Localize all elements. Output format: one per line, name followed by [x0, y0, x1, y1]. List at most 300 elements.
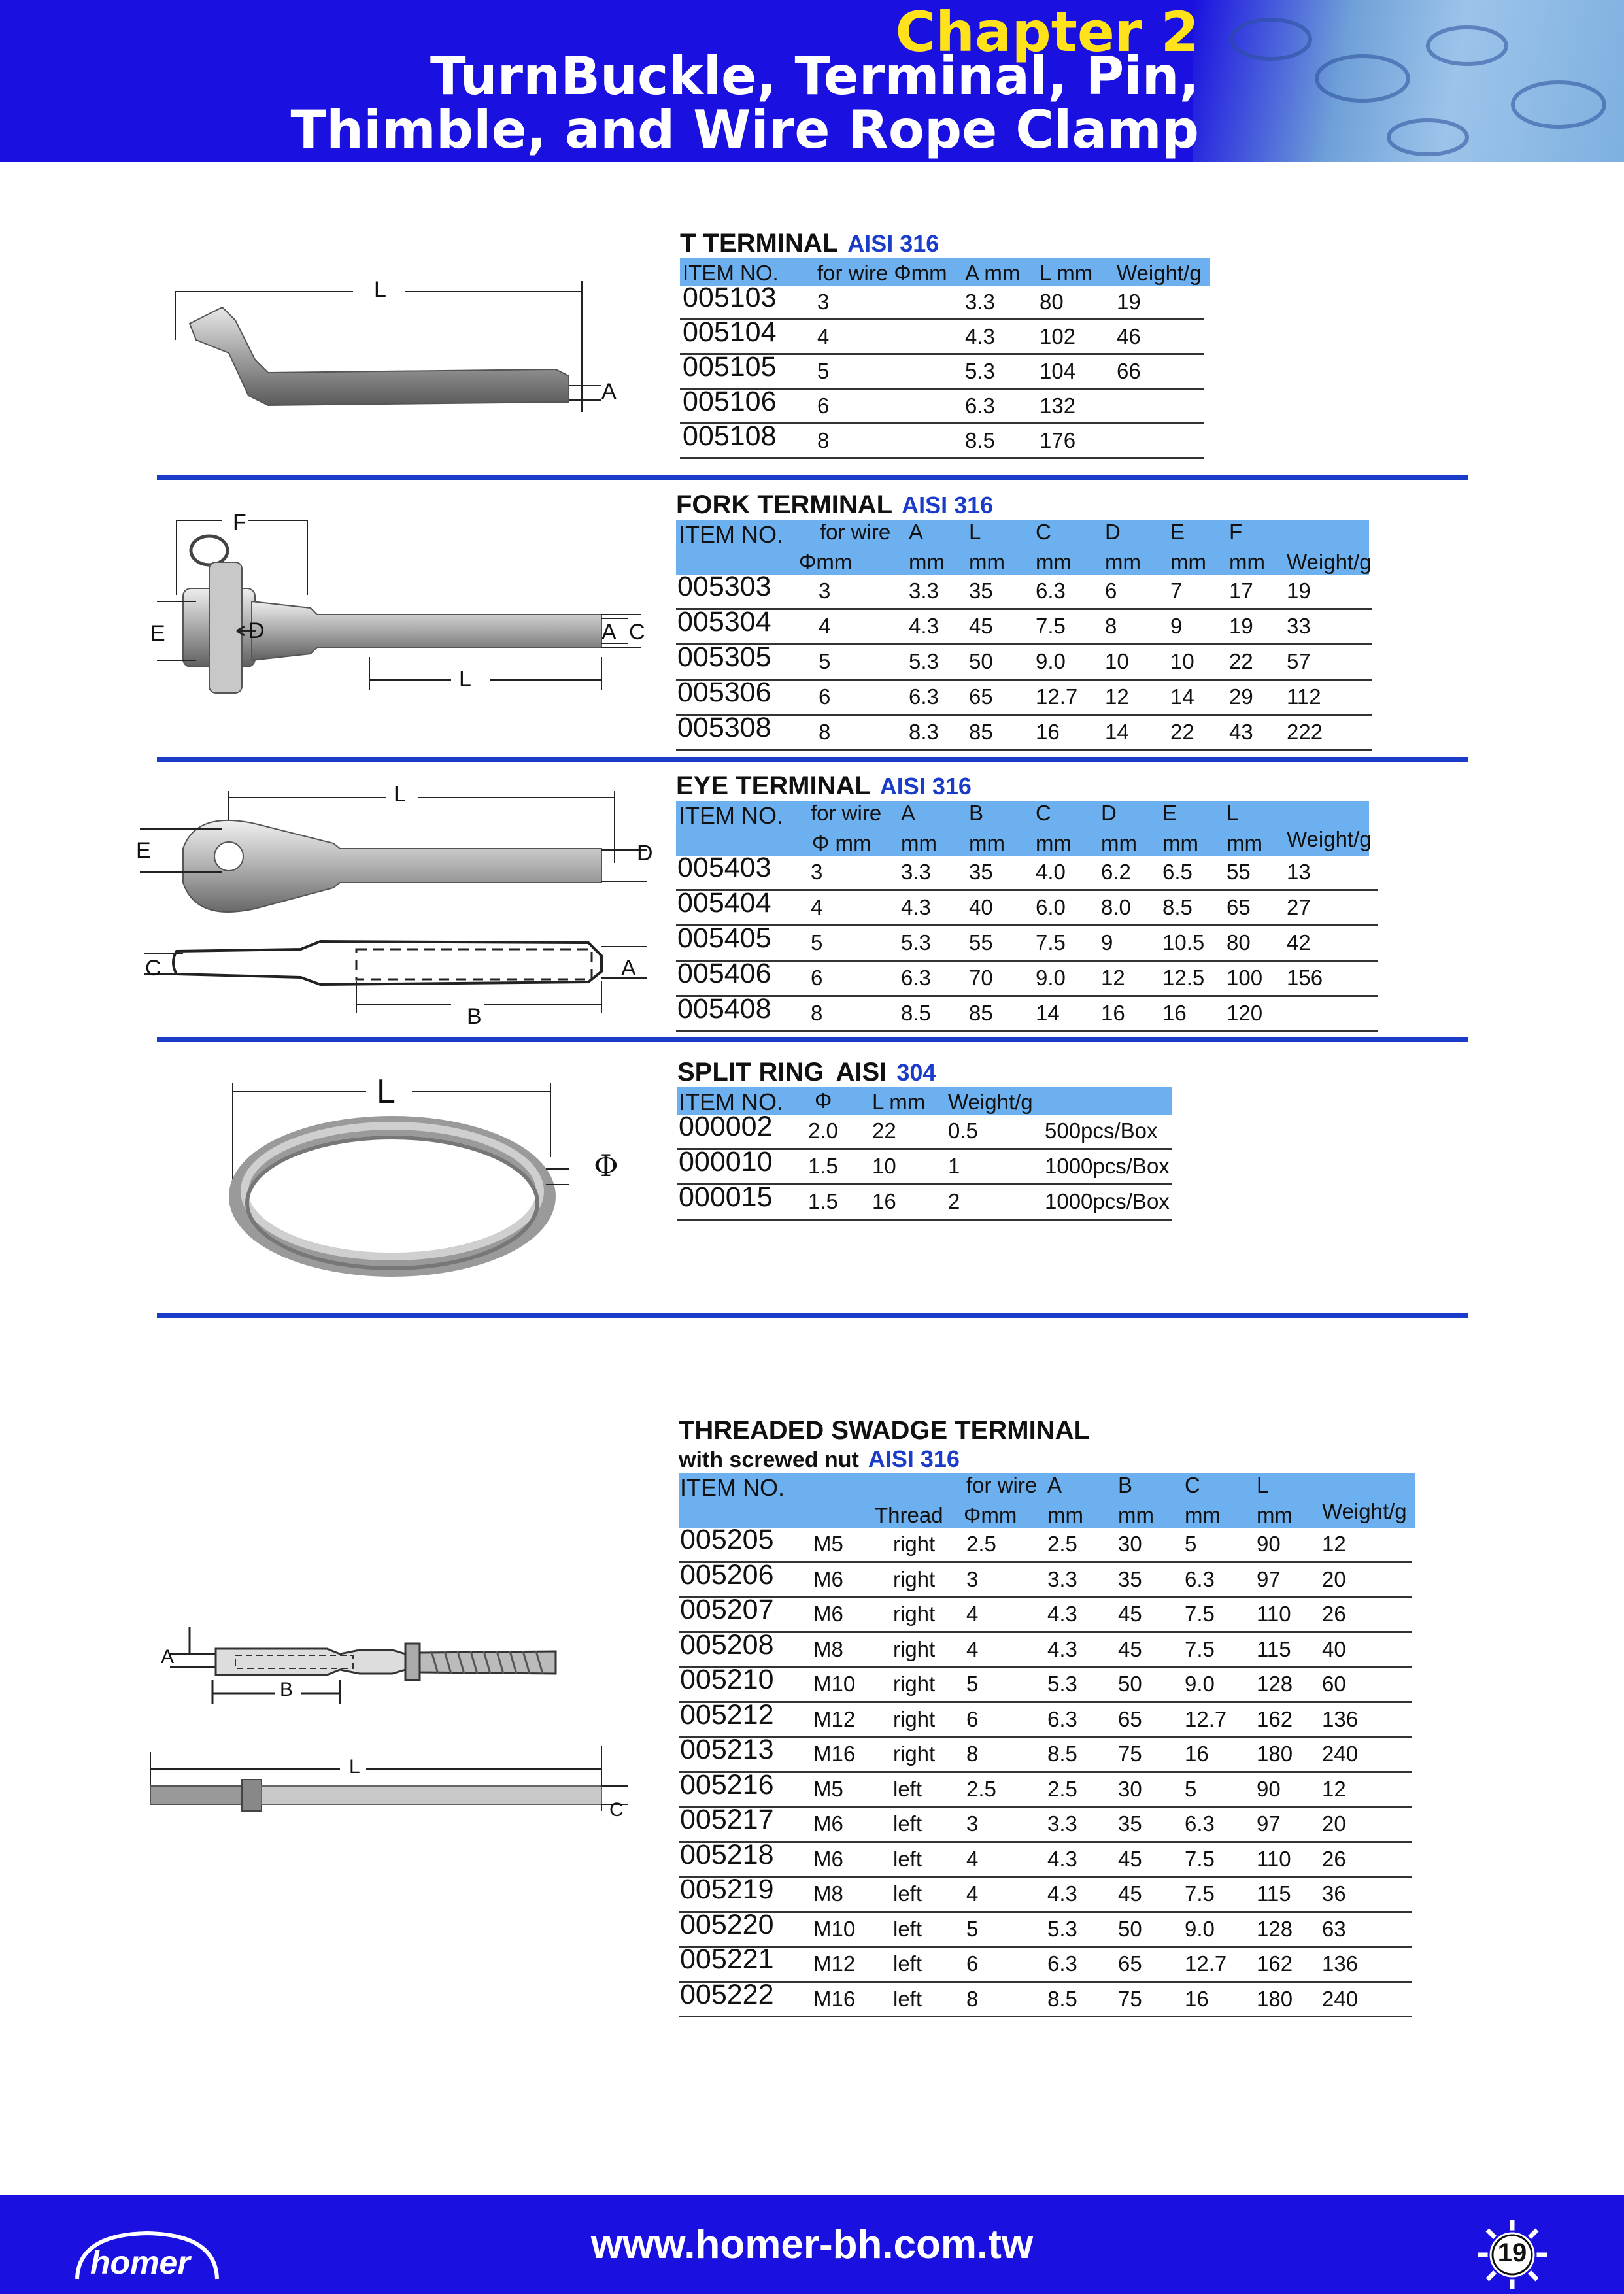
eye-terminal-rows	[676, 852, 1378, 1032]
table-cell: M12	[813, 1706, 856, 1731]
table-row	[677, 1146, 1172, 1185]
table-cell: 115	[1257, 1636, 1291, 1661]
table-cell: 7.5	[1036, 614, 1066, 638]
item-number: 000015	[679, 1181, 773, 1213]
logo-text: homer	[90, 2244, 190, 2281]
split-ring-title-text: SPLIT RING	[677, 1058, 824, 1087]
col-weight: Weight/g	[1287, 827, 1372, 851]
table-cell: 112	[1287, 684, 1321, 709]
table-cell: 16	[1185, 1986, 1209, 2011]
table-cell: 65	[969, 684, 993, 709]
chapter-label: Chapter 2	[895, 0, 1199, 64]
table-cell: 20	[1322, 1566, 1346, 1591]
table-cell: 3.3	[965, 290, 995, 314]
t-terminal-title	[680, 229, 1210, 258]
table-cell: 1.5	[808, 1154, 838, 1178]
item-number: 005222	[680, 1978, 774, 2010]
table-cell: 9.0	[1036, 966, 1066, 990]
table-cell: 26	[1322, 1602, 1346, 1626]
table-cell: 8.5	[1047, 1986, 1077, 2011]
swage-terminal-header	[679, 1473, 1415, 1528]
table-cell: 43	[1229, 720, 1253, 744]
item-number: 005105	[683, 351, 777, 382]
t-terminal-section	[680, 229, 1210, 459]
item-number: 005221	[680, 1944, 774, 1975]
table-cell: 12.7	[1185, 1706, 1227, 1731]
table-cell: 7.5	[1185, 1602, 1215, 1626]
eye-dim-b: B	[467, 1004, 482, 1029]
swage-terminal-subtitle	[679, 1445, 1415, 1473]
table-cell: 8	[1105, 614, 1117, 638]
col-c: C	[1036, 520, 1051, 544]
table-row	[679, 1978, 1412, 2018]
table-cell: 3	[966, 1812, 979, 1836]
table-row	[680, 316, 1204, 355]
table-cell: left	[893, 1776, 922, 1801]
table-cell: 100	[1226, 966, 1263, 990]
fork-dim-e: E	[150, 621, 165, 646]
swage-dim-b: B	[280, 1679, 294, 1700]
table-cell: 50	[969, 649, 993, 673]
table-cell: M6	[813, 1602, 843, 1626]
table-cell: 120	[1226, 1001, 1263, 1025]
table-cell: 85	[969, 1001, 993, 1025]
table-row	[679, 1804, 1412, 1843]
table-cell: 19	[1229, 614, 1253, 638]
table-cell: 12.7	[1036, 684, 1078, 709]
eye-dim-d: D	[637, 841, 653, 866]
col-for-wire: for wire	[811, 801, 882, 825]
table-cell: 132	[1040, 394, 1076, 418]
table-cell: 66	[1117, 359, 1141, 383]
table-cell: 22	[1229, 649, 1253, 673]
page-number-badge	[1476, 2219, 1548, 2291]
table-cell: 1000pcs/Box	[1045, 1189, 1170, 1213]
fork-terminal-rows	[676, 571, 1372, 751]
table-cell: 4.3	[965, 324, 995, 348]
table-cell: 6.3	[901, 966, 931, 990]
item-number: 005408	[677, 993, 771, 1024]
table-cell: 8	[966, 1986, 979, 2011]
table-cell: 4.3	[1047, 1846, 1077, 1871]
table-row	[680, 420, 1204, 459]
item-number: 005104	[683, 316, 777, 348]
item-number: 005207	[680, 1594, 774, 1625]
table-cell: 36	[1322, 1881, 1346, 1906]
table-cell: M10	[813, 1672, 856, 1696]
table-cell: M8	[813, 1881, 843, 1906]
table-cell: 57	[1287, 649, 1311, 673]
col-unit: mm	[1229, 550, 1265, 574]
table-cell: 45	[969, 614, 993, 638]
table-cell: 35	[1118, 1812, 1142, 1836]
table-cell: 90	[1257, 1776, 1281, 1801]
table-cell: M16	[813, 1742, 856, 1766]
split-ring-dim-phi: Φ	[594, 1148, 618, 1183]
table-row	[676, 993, 1378, 1032]
table-cell: 5.3	[1047, 1916, 1077, 1941]
item-number: 005403	[677, 852, 771, 883]
item-number: 005303	[677, 571, 771, 602]
table-cell: 500pcs/Box	[1045, 1119, 1158, 1143]
table-cell: 80	[1226, 930, 1251, 954]
col-unit-phi: Φ mm	[812, 831, 871, 855]
item-number: 000002	[679, 1111, 773, 1142]
table-cell: 6.5	[1162, 860, 1193, 884]
col-unit: mm	[1036, 831, 1072, 855]
table-cell: 162	[1257, 1706, 1293, 1731]
split-ring-aisi-number: 304	[896, 1059, 936, 1086]
col-unit: mm	[969, 550, 1005, 574]
chapter-title	[290, 46, 1199, 160]
table-cell: 3.3	[909, 579, 939, 603]
table-cell: 0.5	[948, 1119, 978, 1143]
table-cell: 4	[966, 1846, 979, 1871]
fork-dim-l: L	[459, 667, 471, 692]
table-cell: M5	[813, 1532, 843, 1556]
col-l: L mm	[1040, 261, 1093, 285]
eye-terminal-aisi: AISI 316	[879, 773, 972, 800]
split-ring-aisi-prefix: AISI	[836, 1058, 887, 1087]
table-cell: 2	[948, 1189, 960, 1213]
table-cell: 1.5	[808, 1189, 838, 1213]
fork-terminal-aisi: AISI 316	[902, 492, 994, 518]
col-unit: mm	[1047, 1503, 1083, 1527]
table-cell: 50	[1118, 1916, 1142, 1941]
table-cell: 4	[819, 614, 831, 638]
col-unit: mm	[1036, 550, 1072, 574]
col-l: L mm	[872, 1090, 926, 1114]
fork-dim-d: D	[248, 618, 265, 643]
table-row	[679, 1908, 1412, 1948]
table-cell: 4.3	[1047, 1881, 1077, 1906]
table-cell: 2.0	[808, 1119, 838, 1143]
table-cell: 3	[811, 860, 823, 884]
table-cell: 2.5	[966, 1776, 996, 1801]
split-ring-dim-l: L	[377, 1073, 396, 1111]
table-cell: 104	[1040, 359, 1076, 383]
table-cell: 45	[1118, 1602, 1142, 1626]
table-cell: 4.3	[1047, 1602, 1077, 1626]
table-cell: 33	[1287, 614, 1311, 638]
eye-terminal-title-text: EYE TERMINAL	[676, 771, 871, 800]
split-ring-diagram	[216, 1072, 634, 1281]
table-cell: 12	[1101, 966, 1125, 990]
table-row	[679, 1559, 1412, 1598]
fork-terminal-header	[676, 520, 1372, 575]
table-cell: 14	[1036, 1001, 1060, 1025]
item-number: 005405	[677, 922, 771, 954]
col-c: C	[1185, 1473, 1200, 1497]
table-cell: 8.5	[1047, 1742, 1077, 1766]
eye-dim-c: C	[145, 956, 161, 981]
table-cell: M6	[813, 1812, 843, 1836]
col-l: L	[969, 520, 981, 544]
table-cell: 7.5	[1185, 1846, 1215, 1871]
swage-terminal-section	[679, 1416, 1415, 2017]
fork-terminal-title-text: FORK TERMINAL	[676, 490, 893, 519]
table-cell: M6	[813, 1846, 843, 1871]
table-cell: 26	[1322, 1846, 1346, 1871]
table-cell: 3.3	[1047, 1812, 1077, 1836]
table-cell: 1000pcs/Box	[1045, 1154, 1170, 1178]
item-number: 005219	[680, 1874, 774, 1905]
table-cell: right	[893, 1566, 936, 1591]
table-cell: 128	[1257, 1916, 1293, 1941]
table-cell: 16	[1185, 1742, 1209, 1766]
table-row	[680, 282, 1204, 320]
table-row	[676, 712, 1372, 751]
table-cell: 55	[1226, 860, 1251, 884]
table-cell: 5	[966, 1672, 979, 1696]
table-cell: 5	[1185, 1532, 1197, 1556]
col-l: L	[1257, 1473, 1269, 1497]
table-cell: right	[893, 1672, 936, 1696]
table-row	[676, 922, 1378, 962]
table-cell: 8.5	[965, 428, 995, 452]
table-cell: 136	[1322, 1706, 1359, 1731]
t-terminal-title-text: T TERMINAL	[680, 229, 839, 258]
table-cell: right	[893, 1706, 936, 1731]
col-a: A mm	[965, 261, 1021, 285]
table-cell: 6.0	[1036, 895, 1066, 919]
item-number: 005220	[680, 1908, 774, 1940]
table-cell: 14	[1105, 720, 1129, 744]
table-cell: 12	[1105, 684, 1129, 709]
col-a: A	[909, 520, 924, 544]
table-cell: 19	[1117, 290, 1141, 314]
table-cell: 1	[948, 1154, 960, 1178]
col-c: C	[1036, 801, 1051, 825]
table-cell: 5	[817, 359, 830, 383]
table-cell: 6.2	[1101, 860, 1131, 884]
section-divider	[157, 1037, 1468, 1042]
table-cell: 65	[1226, 895, 1251, 919]
website-link[interactable]: www.homer-bh.com.tw	[590, 2222, 1034, 2267]
table-cell: left	[893, 1812, 922, 1836]
col-item-no: ITEM NO.	[683, 261, 779, 285]
table-cell: 9	[1170, 614, 1183, 638]
table-cell: 5	[811, 930, 823, 954]
table-cell: 8	[811, 1001, 823, 1025]
table-cell: 45	[1118, 1846, 1142, 1871]
col-unit: mm	[969, 831, 1005, 855]
table-cell: 7.5	[1185, 1636, 1215, 1661]
table-cell: M16	[813, 1986, 856, 2011]
table-cell: 12	[1322, 1776, 1346, 1801]
table-row	[679, 1628, 1412, 1668]
fork-dim-f: F	[233, 510, 246, 535]
col-phi: Φ	[815, 1088, 832, 1113]
table-cell: 2.5	[1047, 1776, 1077, 1801]
t-terminal-aisi: AISI 316	[847, 230, 939, 257]
table-cell: 46	[1117, 324, 1141, 348]
table-cell: 5	[819, 649, 831, 673]
table-cell: 40	[969, 895, 993, 919]
table-cell: 60	[1322, 1672, 1346, 1696]
col-unit: mm	[1101, 831, 1137, 855]
table-cell: 115	[1257, 1881, 1291, 1906]
table-cell: 4	[817, 324, 830, 348]
table-cell: 40	[1322, 1636, 1346, 1661]
swage-terminal-aisi: AISI 316	[868, 1445, 960, 1472]
table-cell: 12.7	[1185, 1951, 1227, 1976]
table-cell: 176	[1040, 428, 1076, 452]
table-cell: 4.3	[1047, 1636, 1077, 1661]
table-cell: 30	[1118, 1776, 1142, 1801]
col-l: L	[1226, 801, 1239, 825]
table-cell: 7	[1170, 579, 1183, 603]
eye-dim-l: L	[394, 782, 406, 807]
item-number: 005212	[680, 1698, 774, 1730]
col-unit: mm	[1257, 1503, 1293, 1527]
col-for-wire: for wire	[966, 1473, 1038, 1497]
item-number: 005305	[677, 641, 771, 673]
swage-dim-c: C	[609, 1799, 624, 1821]
table-cell: 19	[1287, 579, 1311, 603]
table-cell: 6.3	[1047, 1951, 1077, 1976]
table-cell: 6.3	[1036, 579, 1066, 603]
table-cell: 4	[966, 1636, 979, 1661]
fork-terminal-diagram	[144, 510, 654, 706]
table-cell: 240	[1322, 1986, 1359, 2011]
table-cell: 8	[817, 428, 830, 452]
table-cell: 8.5	[901, 1001, 931, 1025]
table-cell: 85	[969, 720, 993, 744]
table-cell: 6.3	[1185, 1566, 1215, 1591]
table-cell: 110	[1257, 1846, 1291, 1871]
table-cell: 9.0	[1185, 1916, 1215, 1941]
split-ring-rows	[677, 1111, 1172, 1221]
table-row	[677, 1181, 1172, 1221]
eye-terminal-diagram	[131, 778, 667, 1033]
table-row	[679, 1874, 1412, 1913]
table-cell: right	[893, 1532, 936, 1556]
col-weight: Weight/g	[1117, 261, 1202, 285]
table-cell: 16	[1162, 1001, 1187, 1025]
table-cell: M5	[813, 1776, 843, 1801]
table-cell: 12	[1322, 1532, 1346, 1556]
page-number: 19	[1497, 2238, 1527, 2267]
table-cell: 22	[872, 1119, 896, 1143]
table-cell: 4.3	[901, 895, 931, 919]
table-cell: 10	[1170, 649, 1194, 673]
table-cell: 35	[969, 579, 993, 603]
table-cell: 110	[1257, 1602, 1291, 1626]
table-cell: 102	[1040, 324, 1076, 348]
table-cell: left	[893, 1951, 922, 1976]
swage-terminal-rows	[679, 1524, 1415, 2017]
table-cell: 30	[1118, 1532, 1142, 1556]
table-cell: 17	[1229, 579, 1253, 603]
fork-dim-a: A	[601, 620, 617, 645]
table-cell: 35	[1118, 1566, 1142, 1591]
chain-hardware-photo	[1193, 0, 1624, 162]
col-b: B	[969, 801, 984, 825]
table-cell: 35	[969, 860, 993, 884]
table-row	[679, 1698, 1412, 1738]
section-divider	[157, 1313, 1468, 1318]
table-cell: right	[893, 1742, 936, 1766]
col-e: E	[1162, 801, 1177, 825]
col-unit: mm	[1162, 831, 1198, 855]
col-item-no: ITEM NO.	[679, 1088, 783, 1115]
table-row	[680, 386, 1204, 424]
table-cell: 180	[1257, 1986, 1293, 2011]
table-row	[679, 1768, 1412, 1808]
item-number: 005206	[680, 1559, 774, 1591]
item-number: 005108	[683, 420, 777, 452]
table-cell: 2.5	[1047, 1532, 1077, 1556]
table-row	[679, 1944, 1412, 1983]
table-cell: 4	[966, 1602, 979, 1626]
table-row	[679, 1524, 1412, 1563]
table-row	[676, 571, 1372, 610]
col-a: A	[1047, 1473, 1062, 1497]
swage-dim-l: L	[349, 1756, 360, 1778]
item-number: 005106	[683, 386, 777, 417]
table-cell: 2.5	[966, 1532, 996, 1556]
table-cell: 70	[969, 966, 993, 990]
table-cell: 6	[966, 1951, 979, 1976]
eye-terminal-header	[676, 801, 1372, 856]
item-number: 005213	[680, 1734, 774, 1765]
t-terminal-dim-a: A	[601, 379, 617, 404]
table-cell: 12.5	[1162, 966, 1205, 990]
col-unit: mm	[901, 831, 937, 855]
table-cell: 8.5	[1162, 895, 1193, 919]
table-cell: 45	[1118, 1881, 1142, 1906]
chapter-title-line2: Thimble, and Wire Rope Clamp	[290, 99, 1199, 160]
table-cell: 16	[872, 1189, 896, 1213]
table-cell: 3.3	[1047, 1566, 1077, 1591]
fork-dim-c: C	[629, 620, 645, 645]
split-ring-title	[677, 1058, 1172, 1087]
item-number: 005210	[680, 1664, 774, 1695]
col-thread: Thread	[875, 1503, 943, 1527]
table-cell: 8.0	[1101, 895, 1131, 919]
table-cell: 6.3	[909, 684, 939, 709]
table-cell: M6	[813, 1566, 843, 1591]
col-e: E	[1170, 520, 1185, 544]
col-a: A	[901, 801, 916, 825]
item-number: 005103	[683, 282, 777, 313]
table-cell: M12	[813, 1951, 856, 1976]
table-cell: 162	[1257, 1951, 1293, 1976]
table-row	[676, 958, 1378, 997]
table-cell: 6.3	[965, 394, 995, 418]
table-cell: 3	[819, 579, 831, 603]
table-row	[676, 641, 1372, 681]
table-cell: left	[893, 1916, 922, 1941]
table-row	[679, 1664, 1412, 1703]
table-cell: 10	[872, 1154, 896, 1178]
col-unit: mm	[1105, 550, 1141, 574]
col-unit: mm	[1170, 550, 1206, 574]
table-cell: 5.3	[909, 649, 939, 673]
item-number: 005306	[677, 677, 771, 708]
table-cell: 6.3	[1047, 1706, 1077, 1731]
table-row	[676, 606, 1372, 645]
table-cell: 65	[1118, 1951, 1142, 1976]
table-cell: right	[893, 1602, 936, 1626]
section-divider	[157, 757, 1468, 762]
swage-terminal-subtitle-text: with screwed nut	[679, 1447, 859, 1472]
table-cell: 9.0	[1036, 649, 1066, 673]
table-row	[676, 677, 1372, 716]
table-cell: 5.3	[965, 359, 995, 383]
table-cell: 240	[1322, 1742, 1359, 1766]
